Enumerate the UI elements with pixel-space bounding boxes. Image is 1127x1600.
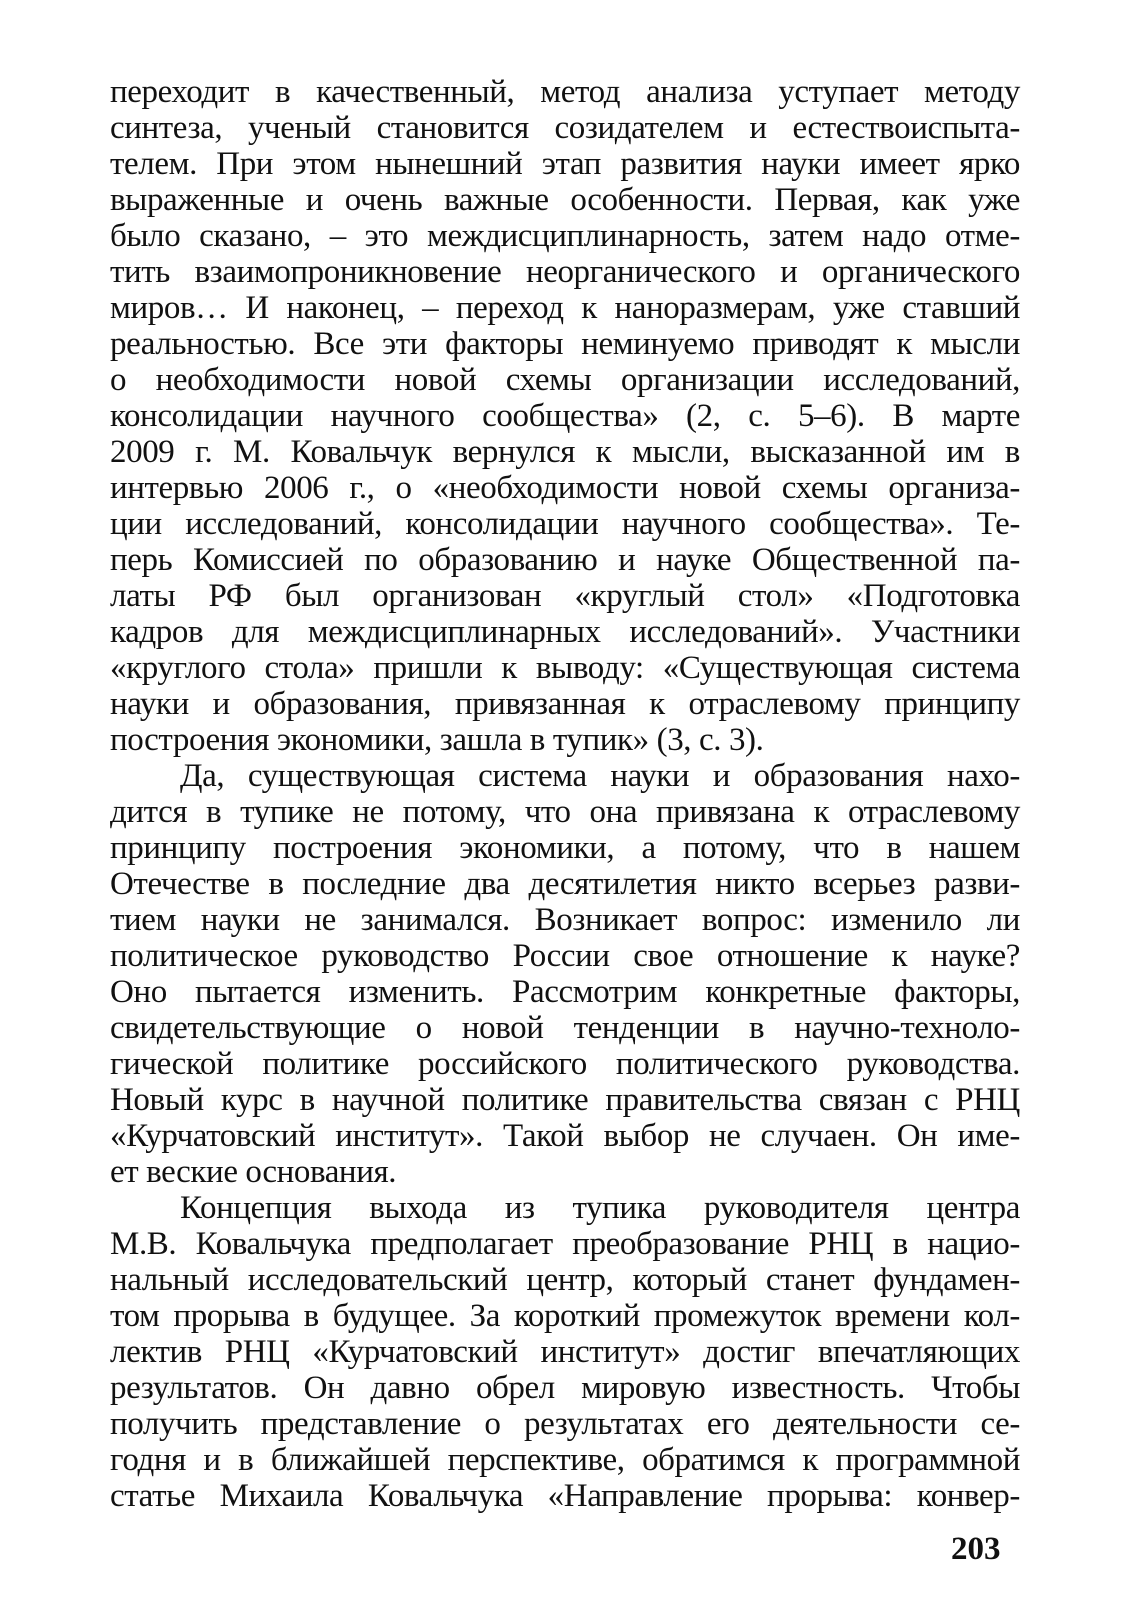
paragraph	[110, 758, 1020, 1190]
text-line: выраженные и очень важные особенности. Первая, как уже	[110, 182, 1020, 218]
body-text	[110, 74, 1020, 1514]
text-line: ции исследований, консолидации научного сообщества». Те-	[110, 506, 1020, 542]
text-line: Новый курс в научной политике правительства связан с РНЦ	[110, 1082, 1020, 1118]
text-line: переходит в качественный, метод анализа уступает методу	[110, 74, 1020, 110]
text-line: реальностью. Все эти факторы неминуемо приводят к мысли	[110, 326, 1020, 362]
text-line: тить взаимопроникновение неорганического и органического	[110, 254, 1020, 290]
paragraph	[110, 74, 1020, 758]
text-line: годня и в ближайшей перспективе, обратимся к программной	[110, 1442, 1020, 1478]
text-line: «круглого стола» пришли к выводу: «Существующая система	[110, 650, 1020, 686]
text-line: Отечестве в последние два десятилетия никто всерьез разви-	[110, 866, 1020, 902]
text-line: построения экономики, зашла в тупик» (3, с. 3).	[110, 722, 764, 758]
text-line: политическое руководство России свое отношение к науке?	[110, 938, 1020, 974]
text-line: гической политике российского политического руководства.	[110, 1046, 1020, 1082]
text-line: свидетельствующие о новой тенденции в научно-техноло-	[110, 1010, 1020, 1046]
text-line: «Курчатовский институт». Такой выбор не случаен. Он име-	[110, 1118, 1020, 1154]
text-line: миров… И наконец, – переход к наноразмерам, уже ставший	[110, 290, 1020, 326]
text-line: Оно пытается изменить. Рассмотрим конкретные факторы,	[110, 974, 1020, 1010]
text-line: принципу построения экономики, а потому, что в нашем	[110, 830, 1020, 866]
text-line: телем. При этом нынешний этап развития науки имеет ярко	[110, 146, 1020, 182]
text-line: дится в тупике не потому, что она привязана к отраслевому	[110, 794, 1020, 830]
text-line: том прорыва в будущее. За короткий промежуток времени кол-	[110, 1298, 1020, 1334]
text-line: перь Комиссией по образованию и науке Общественной па-	[110, 542, 1020, 578]
text-line: М.В. Ковальчука предполагает преобразование РНЦ в нацио-	[110, 1226, 1020, 1262]
text-line: латы РФ был организован «круглый стол» «Подготовка	[110, 578, 1020, 614]
text-line: синтеза, ученый становится созидателем и естествоиспыта-	[110, 110, 1020, 146]
text-line: было сказано, – это междисциплинарность, затем надо отме-	[110, 218, 1020, 254]
text-line: тием науки не занимался. Возникает вопрос: изменило ли	[110, 902, 1020, 938]
paragraph	[110, 1190, 1020, 1514]
text-line: ет веские основания.	[110, 1154, 397, 1190]
text-line: результатов. Он давно обрел мировую известность. Чтобы	[110, 1370, 1020, 1406]
text-line: получить представление о результатах его деятельности се-	[110, 1406, 1020, 1442]
text-line: Да, существующая система науки и образования нахо-	[180, 758, 1020, 794]
text-line: Концепция выхода из тупика руководителя центра	[180, 1190, 1020, 1226]
text-line: интервью 2006 г., о «необходимости новой схемы организа-	[110, 470, 1020, 506]
text-line: статье Михаила Ковальчука «Направление прорыва: конвер-	[110, 1478, 1020, 1514]
page-number: 203	[951, 1531, 1001, 1567]
text-line: лектив РНЦ «Курчатовский институт» достиг впечатляющих	[110, 1334, 1020, 1370]
text-line: кадров для междисциплинарных исследований». Участники	[110, 614, 1020, 650]
text-line: нальный исследовательский центр, который станет фундамен-	[110, 1262, 1020, 1298]
text-line: 2009 г. М. Ковальчук вернулся к мысли, высказанной им в	[110, 434, 1020, 470]
text-line: науки и образования, привязанная к отраслевому принципу	[110, 686, 1020, 722]
text-line: консолидации научного сообщества» (2, с. 5–6). В марте	[110, 398, 1020, 434]
text-line: о необходимости новой схемы организации исследований,	[110, 362, 1020, 398]
